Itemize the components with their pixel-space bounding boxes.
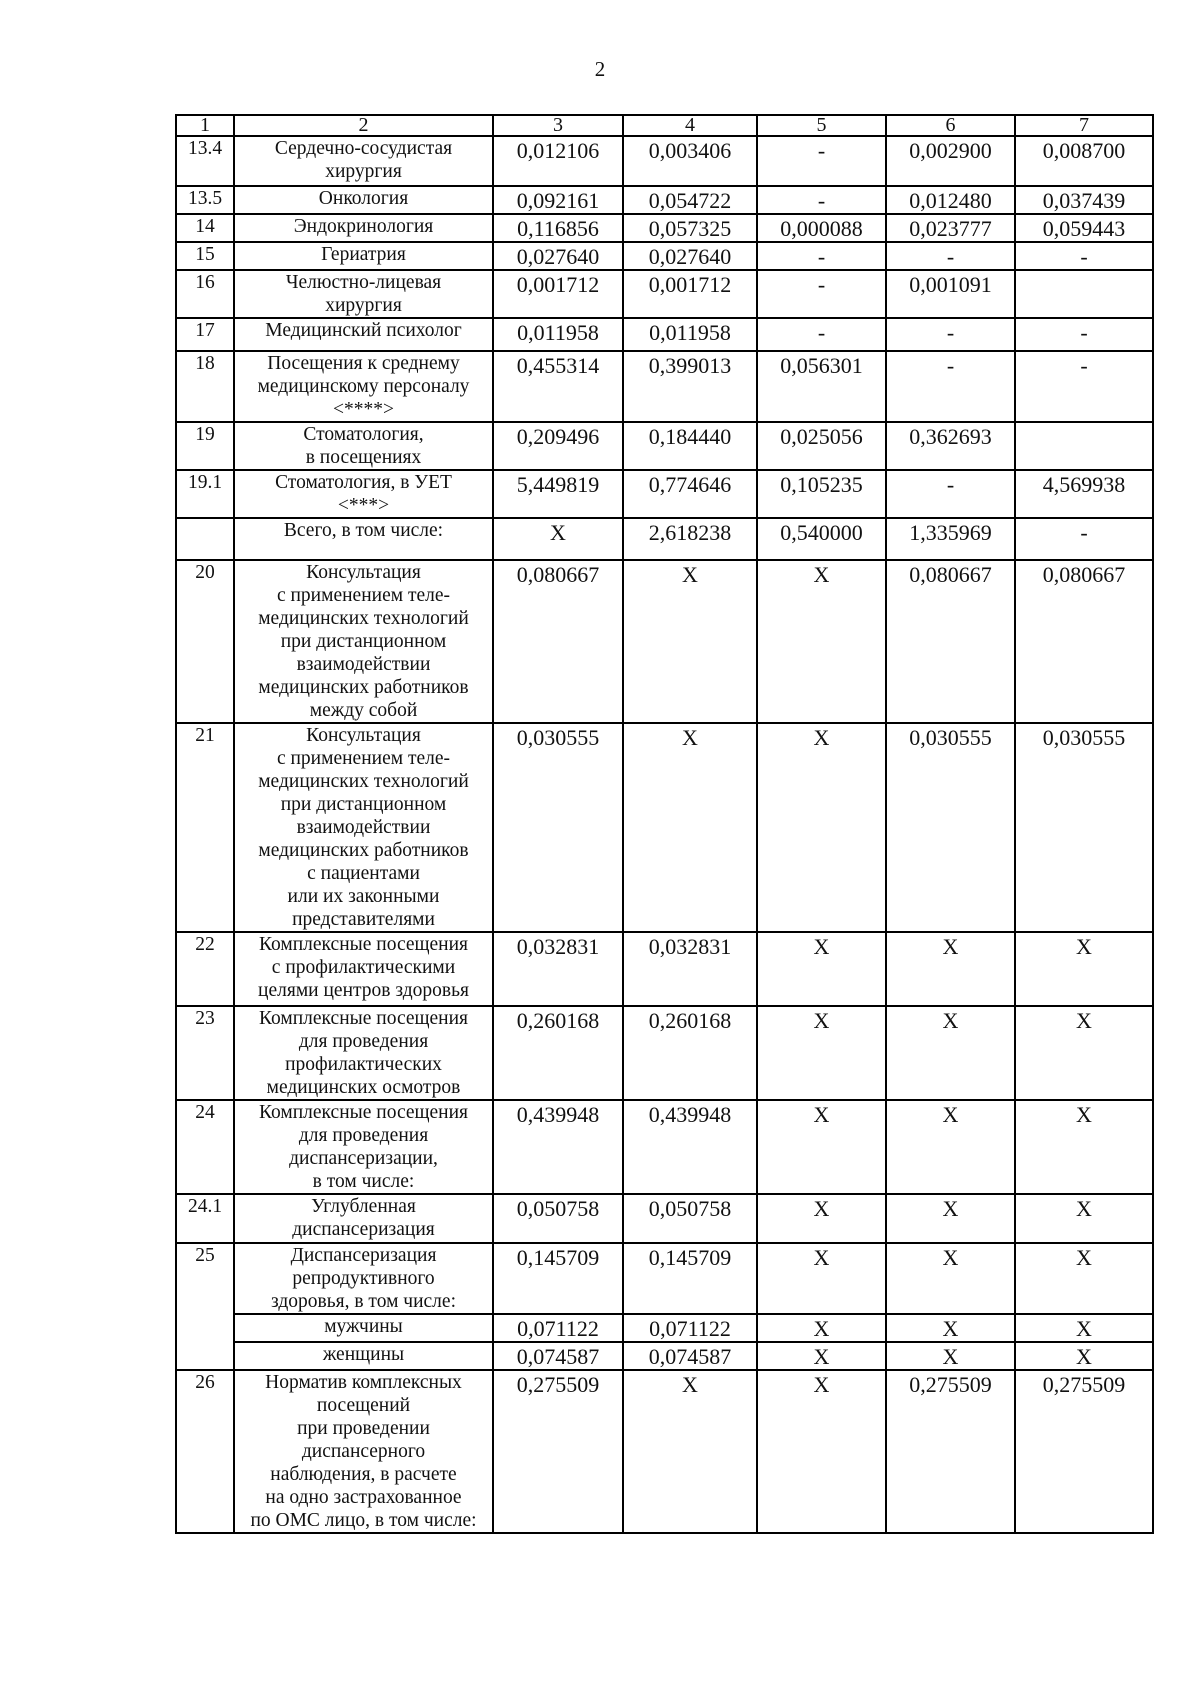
value-cell-c7: 4,569938 xyxy=(1015,470,1153,518)
value-cell-c4: 0,074587 xyxy=(623,1342,757,1370)
description-line: диспансеризации, xyxy=(289,1148,438,1169)
value-cell-c7 xyxy=(1015,422,1153,470)
description-cell xyxy=(234,1006,493,1100)
description-line: с применением теле- xyxy=(276,748,451,769)
value-cell-c7: 0,059443 xyxy=(1015,214,1153,242)
value-cell-c6: 0,030555 xyxy=(886,723,1015,932)
value-cell-c3: 5,449819 xyxy=(493,470,623,518)
value-cell-c5: 0,056301 xyxy=(757,351,886,422)
description-line: на одно застрахованное xyxy=(265,1487,462,1508)
value-cell-c4: 0,260168 xyxy=(623,1006,757,1100)
description-line: Всего, в том числе: xyxy=(283,520,444,541)
value-cell-c7: 0,008700 xyxy=(1015,136,1153,186)
description-line: при дистанционном xyxy=(280,794,447,815)
description-line: с профилактическими xyxy=(271,957,456,978)
description-line: Гериатрия xyxy=(321,244,406,265)
value-cell-c7: - xyxy=(1015,318,1153,351)
value-cell-c3: 0,050758 xyxy=(493,1194,623,1243)
description-line: в посещениях xyxy=(305,447,422,468)
value-cell-c4: 0,032831 xyxy=(623,932,757,1006)
value-cell-c6: X xyxy=(886,1342,1015,1370)
header-cell: 4 xyxy=(623,115,757,136)
value-cell-c5: - xyxy=(757,270,886,318)
description-line: профилактических xyxy=(285,1054,442,1075)
description-cell xyxy=(234,1100,493,1194)
value-cell-c4: 0,145709 xyxy=(623,1243,757,1314)
value-cell-c6: - xyxy=(886,242,1015,270)
description-line: медицинских осмотров xyxy=(266,1077,461,1098)
description-line: для проведения xyxy=(298,1031,429,1052)
data-table xyxy=(175,114,1154,1534)
description-line: Стоматология, в УЕТ xyxy=(275,472,452,493)
description-cell xyxy=(234,318,493,351)
description-cell xyxy=(234,422,493,470)
description-cell xyxy=(234,560,493,723)
description-line: медицинских технологий xyxy=(258,608,469,629)
value-cell-c5: - xyxy=(757,136,886,186)
value-cell-c7: X xyxy=(1015,1243,1153,1314)
value-cell-c3: 0,455314 xyxy=(493,351,623,422)
row-index-cell: 15 xyxy=(176,242,234,270)
description-line: при дистанционном xyxy=(280,631,447,652)
description-line: наблюдения, в расчете xyxy=(270,1464,457,1485)
description-line: взаимодействии xyxy=(296,654,431,675)
table-row xyxy=(176,1006,1153,1100)
value-cell-c6: 0,012480 xyxy=(886,186,1015,214)
description-line: для проведения xyxy=(298,1125,429,1146)
description-cell xyxy=(234,214,493,242)
value-cell-c3: 0,030555 xyxy=(493,723,623,932)
value-cell-c4: 0,054722 xyxy=(623,186,757,214)
value-cell-c5: - xyxy=(757,186,886,214)
value-cell-c6: 0,002900 xyxy=(886,136,1015,186)
table-row xyxy=(176,1314,1153,1342)
description-line: Диспансеризация xyxy=(290,1245,437,1266)
description-line: целями центров здоровья xyxy=(258,980,469,1001)
page-number: 2 xyxy=(594,57,606,81)
table-row xyxy=(176,186,1153,214)
row-index-cell: 24 xyxy=(176,1100,234,1194)
table-row xyxy=(176,470,1153,518)
value-cell-c3: 0,209496 xyxy=(493,422,623,470)
value-cell-c5: X xyxy=(757,1194,886,1243)
value-cell-c6: 1,335969 xyxy=(886,518,1015,560)
description-line: с применением теле- xyxy=(276,585,451,606)
value-cell-c4: 0,057325 xyxy=(623,214,757,242)
description-line: Комплексные посещения xyxy=(258,934,468,955)
description-line: Челюстно-лицевая xyxy=(285,272,442,293)
value-cell-c7: X xyxy=(1015,1194,1153,1243)
description-line: Комплексные посещения xyxy=(258,1102,468,1123)
description-cell xyxy=(234,1194,493,1243)
row-index-cell xyxy=(176,518,234,560)
value-cell-c6: X xyxy=(886,1100,1015,1194)
header-cell: 1 xyxy=(176,115,234,136)
value-cell-c5: 0,105235 xyxy=(757,470,886,518)
value-cell-c4: 0,027640 xyxy=(623,242,757,270)
description-line: или их законными xyxy=(287,886,440,907)
value-cell-c5: X xyxy=(757,1314,886,1342)
value-cell-c3: 0,260168 xyxy=(493,1006,623,1100)
row-index-cell: 22 xyxy=(176,932,234,1006)
description-line: Онкология xyxy=(318,188,409,209)
value-cell-c6: - xyxy=(886,470,1015,518)
value-cell-c3: 0,116856 xyxy=(493,214,623,242)
description-cell xyxy=(234,723,493,932)
value-cell-c5: X xyxy=(757,1100,886,1194)
table-row xyxy=(176,723,1153,932)
value-cell-c7: - xyxy=(1015,242,1153,270)
value-cell-c3: 0,074587 xyxy=(493,1342,623,1370)
value-cell-c7: 0,275509 xyxy=(1015,1370,1153,1533)
value-cell-c3: 0,012106 xyxy=(493,136,623,186)
value-cell-c5: 0,540000 xyxy=(757,518,886,560)
row-index-cell: 16 xyxy=(176,270,234,318)
header-cell: 5 xyxy=(757,115,886,136)
value-cell-c4: X xyxy=(623,1370,757,1533)
description-line: между собой xyxy=(309,700,418,721)
value-cell-c7: X xyxy=(1015,932,1153,1006)
value-cell-c5: 0,025056 xyxy=(757,422,886,470)
value-cell-c3: 0,439948 xyxy=(493,1100,623,1194)
description-line: репродуктивного xyxy=(292,1268,435,1289)
value-cell-c7 xyxy=(1015,270,1153,318)
table-row xyxy=(176,1342,1153,1370)
header-cell: 2 xyxy=(234,115,493,136)
value-cell-c3: 0,145709 xyxy=(493,1243,623,1314)
description-line: Посещения к среднему xyxy=(267,353,460,374)
value-cell-c6: 0,275509 xyxy=(886,1370,1015,1533)
table-row xyxy=(176,351,1153,422)
description-line: медицинскому персоналу xyxy=(257,376,470,397)
value-cell-c3: 0,001712 xyxy=(493,270,623,318)
value-cell-c4: 0,774646 xyxy=(623,470,757,518)
value-cell-c3: 0,080667 xyxy=(493,560,623,723)
table-row xyxy=(176,518,1153,560)
value-cell-c4: 0,399013 xyxy=(623,351,757,422)
description-line: хирургия xyxy=(325,295,402,316)
row-index-cell: 17 xyxy=(176,318,234,351)
description-line: здоровья, в том числе: xyxy=(271,1291,456,1312)
value-cell-c4: 2,618238 xyxy=(623,518,757,560)
value-cell-c4: 0,439948 xyxy=(623,1100,757,1194)
description-cell xyxy=(234,518,493,560)
value-cell-c6: X xyxy=(886,932,1015,1006)
table-row xyxy=(176,1194,1153,1243)
row-index-cell: 21 xyxy=(176,723,234,932)
value-cell-c7: X xyxy=(1015,1342,1153,1370)
value-cell-c3: 0,011958 xyxy=(493,318,623,351)
value-cell-c7: X xyxy=(1015,1100,1153,1194)
value-cell-c5: - xyxy=(757,242,886,270)
description-line: женщины xyxy=(322,1344,405,1365)
value-cell-c7: 0,030555 xyxy=(1015,723,1153,932)
description-line: Углубленная xyxy=(311,1196,416,1217)
description-line: Норматив комплексных xyxy=(265,1372,462,1393)
value-cell-c6: X xyxy=(886,1314,1015,1342)
value-cell-c6: X xyxy=(886,1243,1015,1314)
description-cell xyxy=(234,1314,493,1342)
row-index-cell: 13.5 xyxy=(176,186,234,214)
description-cell xyxy=(234,186,493,214)
description-line: с пациентами xyxy=(307,863,420,884)
description-line: медицинских технологий xyxy=(258,771,469,792)
value-cell-c7: X xyxy=(1015,1006,1153,1100)
value-cell-c7: - xyxy=(1015,351,1153,422)
row-index-cell: 23 xyxy=(176,1006,234,1100)
description-line: Эндокринология xyxy=(293,216,434,237)
description-line: Стоматология, xyxy=(303,424,424,445)
description-line: в том числе: xyxy=(312,1171,415,1192)
description-cell xyxy=(234,1370,493,1533)
table-row xyxy=(176,560,1153,723)
description-line: взаимодействии xyxy=(296,817,431,838)
description-line: мужчины xyxy=(324,1316,403,1337)
description-line: Комплексные посещения xyxy=(258,1008,468,1029)
row-index-cell: 19.1 xyxy=(176,470,234,518)
value-cell-c7: 0,080667 xyxy=(1015,560,1153,723)
value-cell-c4: X xyxy=(623,723,757,932)
value-cell-c4: 0,001712 xyxy=(623,270,757,318)
value-cell-c5: X xyxy=(757,1370,886,1533)
table-row xyxy=(176,270,1153,318)
description-cell xyxy=(234,1342,493,1370)
description-line: медицинских работников xyxy=(258,677,469,698)
table-row xyxy=(176,932,1153,1006)
description-cell xyxy=(234,270,493,318)
value-cell-c4: 0,071122 xyxy=(623,1314,757,1342)
row-index-cell: 13.4 xyxy=(176,136,234,186)
description-cell xyxy=(234,351,493,422)
description-line: Сердечно-сосудистая xyxy=(274,138,453,159)
value-cell-c5: 0,000088 xyxy=(757,214,886,242)
description-line: Консультация xyxy=(306,725,421,746)
table-row xyxy=(176,1243,1153,1314)
value-cell-c3: 0,092161 xyxy=(493,186,623,214)
table-row xyxy=(176,242,1153,270)
row-index-cell: 20 xyxy=(176,560,234,723)
description-cell xyxy=(234,136,493,186)
value-cell-c6: 0,001091 xyxy=(886,270,1015,318)
value-cell-c3: 0,275509 xyxy=(493,1370,623,1533)
description-line: представителями xyxy=(292,909,435,930)
value-cell-c4: X xyxy=(623,560,757,723)
value-cell-c4: 0,184440 xyxy=(623,422,757,470)
row-index-cell: 25 xyxy=(176,1243,234,1370)
row-index-cell: 14 xyxy=(176,214,234,242)
value-cell-c4: 0,003406 xyxy=(623,136,757,186)
value-cell-c4: 0,011958 xyxy=(623,318,757,351)
value-cell-c6: 0,362693 xyxy=(886,422,1015,470)
header-cell: 7 xyxy=(1015,115,1153,136)
value-cell-c7: X xyxy=(1015,1314,1153,1342)
description-line: по ОМС лицо, в том числе: xyxy=(250,1510,477,1531)
description-cell xyxy=(234,932,493,1006)
value-cell-c5: X xyxy=(757,1342,886,1370)
value-cell-c3: 0,032831 xyxy=(493,932,623,1006)
value-cell-c3: 0,071122 xyxy=(493,1314,623,1342)
value-cell-c6: 0,023777 xyxy=(886,214,1015,242)
value-cell-c5: X xyxy=(757,723,886,932)
row-index-cell: 26 xyxy=(176,1370,234,1533)
value-cell-c6: - xyxy=(886,351,1015,422)
value-cell-c6: - xyxy=(886,318,1015,351)
description-line: Консультация xyxy=(306,562,421,583)
description-cell xyxy=(234,1243,493,1314)
description-cell xyxy=(234,242,493,270)
value-cell-c5: X xyxy=(757,560,886,723)
value-cell-c3: 0,027640 xyxy=(493,242,623,270)
description-line: Медицинский психолог xyxy=(265,320,462,341)
value-cell-c7: 0,037439 xyxy=(1015,186,1153,214)
description-cell xyxy=(234,470,493,518)
description-line: <***> xyxy=(337,495,390,516)
header-row xyxy=(176,115,1153,136)
table-row xyxy=(176,214,1153,242)
header-cell: 3 xyxy=(493,115,623,136)
table-row xyxy=(176,1370,1153,1533)
table-row xyxy=(176,136,1153,186)
description-line: диспансеризация xyxy=(292,1219,435,1240)
value-cell-c5: X xyxy=(757,1006,886,1100)
value-cell-c7: - xyxy=(1015,518,1153,560)
description-line: посещений xyxy=(316,1395,411,1416)
table-row xyxy=(176,318,1153,351)
value-cell-c5: - xyxy=(757,318,886,351)
value-cell-c3: X xyxy=(493,518,623,560)
description-line: медицинских работников xyxy=(258,840,469,861)
description-line: при проведении xyxy=(297,1418,430,1439)
header-cell: 6 xyxy=(886,115,1015,136)
value-cell-c6: 0,080667 xyxy=(886,560,1015,723)
table-row xyxy=(176,1100,1153,1194)
row-index-cell: 24.1 xyxy=(176,1194,234,1243)
description-line: диспансерного xyxy=(301,1441,426,1462)
row-index-cell: 18 xyxy=(176,351,234,422)
value-cell-c5: X xyxy=(757,932,886,1006)
value-cell-c4: 0,050758 xyxy=(623,1194,757,1243)
value-cell-c5: X xyxy=(757,1243,886,1314)
row-index-cell: 19 xyxy=(176,422,234,470)
value-cell-c6: X xyxy=(886,1006,1015,1100)
description-line: хирургия xyxy=(325,161,402,182)
table-row xyxy=(176,422,1153,470)
value-cell-c6: X xyxy=(886,1194,1015,1243)
description-line: <****> xyxy=(333,399,394,420)
